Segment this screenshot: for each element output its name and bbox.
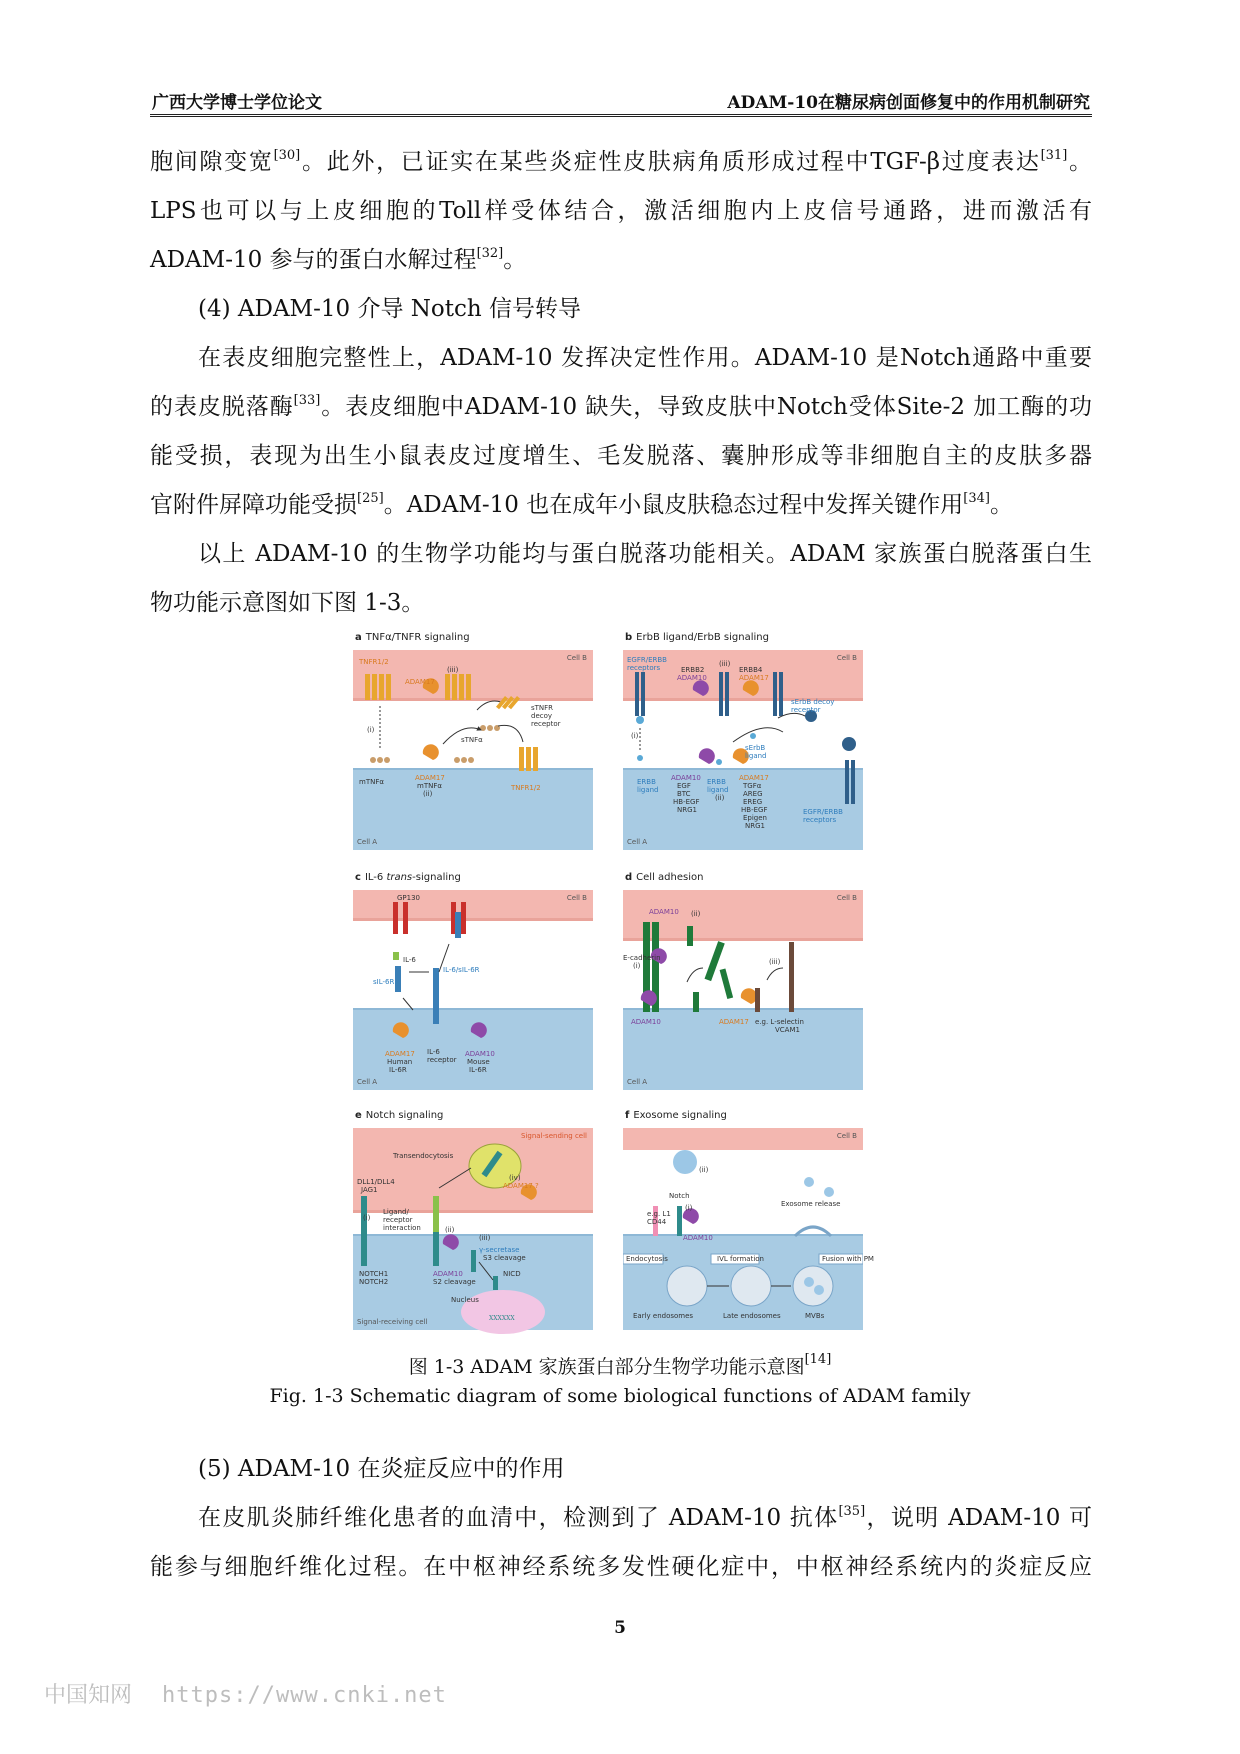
- panel-title: b ErbB ligand/ErbB signaling: [625, 632, 769, 643]
- panel-title: f Exosome signaling: [625, 1110, 727, 1121]
- header-paper-title: ADAM-10在糖尿病创面修复中的作用机制研究: [727, 93, 1090, 113]
- cnki-watermark: [44, 1678, 447, 1709]
- citation: [34]: [963, 491, 990, 506]
- panel-title: c IL-6 trans-signaling: [355, 872, 461, 883]
- cell-b: Cell B: [353, 650, 593, 698]
- text: 。ADAM-10 也在成年小鼠皮肤稳态过程中发挥关键作用: [383, 492, 964, 518]
- citation: [33]: [293, 393, 321, 408]
- cell-b: Signal-sending cell: [353, 1128, 593, 1210]
- citation: [35]: [838, 1504, 866, 1519]
- section-heading-5: (5) ADAM-10 在炎症反应中的作用: [198, 1456, 565, 1482]
- text: ADAM-10 参与的蛋白水解过程: [150, 247, 477, 273]
- text: 。表皮细胞中ADAM-10 缺失，导致皮肤中Notch受体Site-2 加工酶的功: [320, 394, 1093, 420]
- cell-b: Cell B: [623, 890, 863, 938]
- text: 胞间隙变宽: [150, 149, 274, 175]
- page-number: 5: [614, 1618, 626, 1638]
- panel-c: c IL-6 trans-signaling Cell B Cell A GP130 IL-6 IL-6/sIL-6R sIL-6R ADAM17 Human IL-6R IL-6 receptor ADAM10 Mouse IL-6R: [353, 872, 593, 1094]
- citation: [30]: [273, 148, 301, 163]
- para4-line2: 能参与细胞纤维化过程。在中枢神经系统多发性硬化症中，中枢神经系统内的炎症反应: [150, 1554, 1092, 1580]
- cell-b: Cell B: [623, 650, 863, 698]
- text: 在皮肌炎肺纤维化患者的血清中，检测到了 ADAM-10 抗体: [198, 1505, 839, 1531]
- cell-a: Cell A: [623, 1010, 863, 1090]
- panel-b: b ErbB ligand/ErbB signaling Cell B Cell A EGFR/ERBB receptors ERBB2 ADAM10 (iii) ERBB4 ADAM17 sErbB decoy receptor (i) sErbB ligand ERBB ligand ADAM10 EGF BTC HB-EGF NRG1 ERBB ligand (ii) ADAM17 TGFα AREG EREG HB-EGF Epigen NRG1 EGFR/ERBB receptors: [623, 632, 863, 854]
- para2-line3: 能受损，表现为出生小鼠表皮过度增生、毛发脱落、囊肿形成等非细胞自主的皮肤多器: [150, 443, 1092, 469]
- para3-line2: 物功能示意图如下图 1-3。: [150, 590, 425, 616]
- header-thesis-title: 广西大学博士学位论文: [152, 93, 322, 113]
- text: 。: [989, 492, 1013, 518]
- para2-line1: 在表皮细胞完整性上，ADAM-10 发挥决定性作用。ADAM-10 是Notch通路中重要: [198, 345, 1092, 371]
- para2-line2: [150, 383, 1092, 432]
- adhesion-diagram: [623, 872, 863, 1094]
- figure-1-3: [353, 632, 887, 1345]
- section-heading-4: (4) ADAM-10 介导 Notch 信号转导: [198, 296, 581, 322]
- text: ，说明 ADAM-10 可: [865, 1505, 1093, 1531]
- para3-line1: 以上 ADAM-10 的生物学功能均与蛋白脱落功能相关。ADAM 家族蛋白脱落蛋白生: [198, 541, 1092, 567]
- cell-b: Cell B: [353, 890, 593, 918]
- panel-title: d Cell adhesion: [625, 872, 704, 883]
- text: 的表皮脱落酶: [150, 394, 294, 420]
- citation: [31]: [1040, 148, 1068, 163]
- citation: [25]: [357, 491, 384, 506]
- panel-d: d Cell adhesion Cell B Cell A ADAM10 (ii) E-cadherin (i) (iii) ADAM10 ADAM17 e.g. L-selectin VCAM1: [623, 872, 863, 1094]
- figure-caption-cn: 图 1-3 ADAM 家族蛋白部分生物学功能示意图[14]: [408, 1352, 832, 1378]
- para4-line1: [150, 1494, 1092, 1543]
- cell-a: Signal-receiving cell: [353, 1236, 593, 1330]
- panel-f: f Exosome signaling Cell B (ii) Notch e.g. L1 CD44 (i) Exosome release ADAM10 Endocytosis IVL formation Fusion with PM Early endosomes Late endosomes MVBs: [623, 1110, 863, 1342]
- watermark-brand: 中国知网: [44, 1683, 133, 1708]
- watermark-url: https://www.cnki.net: [162, 1683, 447, 1708]
- text: 。: [503, 247, 527, 273]
- para2-line4: [150, 481, 1092, 530]
- citation: [32]: [476, 246, 504, 261]
- cell-b: Cell B: [623, 1128, 863, 1150]
- header-rule: [150, 114, 1092, 117]
- panel-e: e Notch signaling Signal-sending cell Signal-receiving cell XXXXXX Transendocytosis DLL1/DLL4 JAG1 (iv) ADAM17 ? (i) Ligand/ receptor interaction (ii) (iii) γ-secretase S3 cleavage NOTCH1 NOTCH2 ADAM10 S2 cleavage NICD Nucleus: [353, 1110, 593, 1342]
- para1-line1: [150, 138, 1092, 187]
- figure-caption-en: Fig. 1-3 Schematic diagram of some biological functions of ADAM family: [269, 1385, 971, 1407]
- cell-a: Cell A: [353, 770, 593, 850]
- cell-a: Cell A: [353, 1010, 593, 1090]
- panel-title: a TNFα/TNFR signaling: [355, 632, 470, 643]
- text: 官附件屏障功能受损: [150, 492, 357, 518]
- panel-a: a TNFα/TNFR signaling Cell B Cell A TNFR1/2 ADAM17 (iii) sTNFR decoy receptor (i) sTNFα mTNFα ADAM17 mTNFα (ii) TNFR1/2: [353, 632, 593, 854]
- para1-line2: LPS也可以与上皮细胞的Toll样受体结合，激活细胞内上皮信号通路，进而激活有: [150, 198, 1092, 224]
- exosome-diagram: [623, 1110, 863, 1342]
- text: 。此外，已证实在某些炎症性皮肤病角质形成过程中TGF-β过度表达: [300, 149, 1041, 175]
- svg-text:XXXXXX: XXXXXX: [489, 1315, 515, 1322]
- cell-a: Cell A: [623, 770, 863, 850]
- panel-title: e Notch signaling: [355, 1110, 444, 1121]
- para1-line3: [150, 236, 1092, 285]
- text: 。: [1067, 149, 1092, 175]
